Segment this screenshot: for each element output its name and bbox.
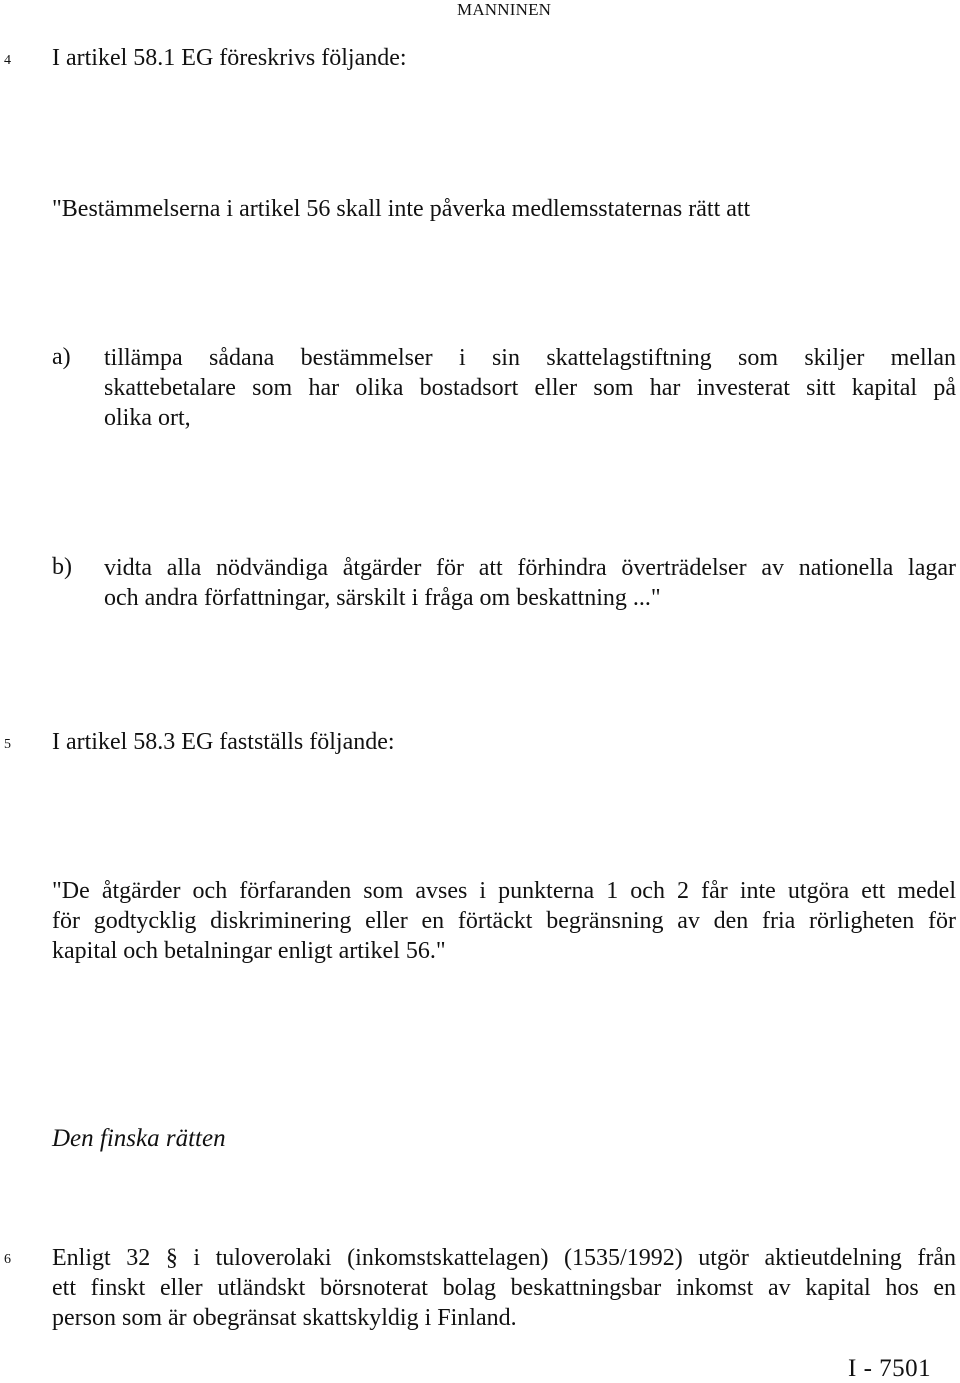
section-heading: Den finska rätten bbox=[52, 1125, 226, 1152]
running-head: MANNINEN bbox=[457, 0, 552, 19]
item-a-line-1: tillämpa sådana bestämmelser i sin skattelagstiftning som skiljer mellan bbox=[104, 345, 956, 371]
para-6-line-2: ett finskt eller utländskt börsnoterat bolag beskattningsbar inkomst av kapital hos en bbox=[52, 1275, 956, 1301]
quote-5-line-1: "De åtgärder och förfaranden som avses i punkterna 1 och 2 får inte utgöra ett medel bbox=[52, 878, 956, 904]
item-a-text bbox=[104, 343, 956, 433]
para-6-line-1: Enligt 32 § i tuloverolaki (inkomstskattelagen) (1535/1992) utgör aktieutdelning från bbox=[52, 1245, 956, 1271]
item-b-line-1: vidta alla nödvändiga åtgärder för att förhindra överträdelser av nationella lagar bbox=[104, 555, 956, 581]
paragraph-number-5: 5 bbox=[4, 737, 11, 752]
item-a-line-2: skattebetalare som har olika bostadsort eller som har investerat sitt kapital på bbox=[104, 375, 956, 401]
quote-5-line-2: för godtycklig diskriminering eller en förtäckt begränsning av den fria rörligheten för bbox=[52, 908, 956, 934]
paragraph-5-quote bbox=[52, 876, 956, 966]
item-a-line-3: olika ort, bbox=[104, 405, 191, 431]
quote-5-line-3: kapital och betalningar enligt artikel 56." bbox=[52, 938, 446, 964]
paragraph-number-4: 4 bbox=[4, 53, 11, 68]
paragraph-5-intro: I artikel 58.3 EG fastställs följande: bbox=[52, 729, 395, 755]
item-b-text bbox=[104, 553, 956, 613]
para-6-line-3: person som är obegränsat skattskyldig i Finland. bbox=[52, 1305, 517, 1331]
item-b-label: b) bbox=[52, 554, 72, 580]
item-a-label: a) bbox=[52, 344, 71, 370]
paragraph-number-6: 6 bbox=[4, 1252, 11, 1267]
quote-opening-line: "Bestämmelserna i artikel 56 skall inte påverka medlemsstaternas rätt att bbox=[52, 196, 751, 222]
page-number: I - 7501 bbox=[848, 1355, 932, 1382]
item-b-line-2: och andra författningar, särskilt i fråga om beskattning ..." bbox=[104, 585, 661, 611]
paragraph-4-intro: I artikel 58.1 EG föreskrivs följande: bbox=[52, 45, 407, 71]
paragraph-6-text bbox=[52, 1243, 956, 1333]
